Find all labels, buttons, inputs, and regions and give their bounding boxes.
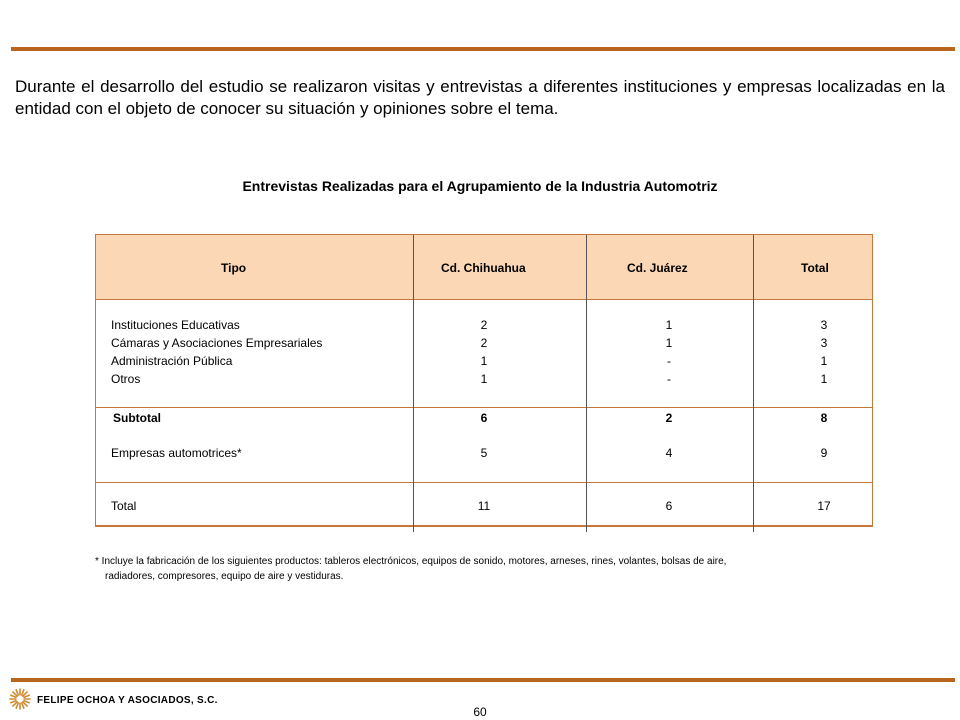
top-rule: [11, 47, 955, 51]
cell-chihuahua: 11: [477, 499, 491, 513]
header-chihuahua: Cd. Chihuahua: [441, 261, 526, 275]
table-title: Entrevistas Realizadas para el Agrupamiento de la Industria Automotriz: [242, 178, 718, 194]
row-label: Subtotal: [113, 411, 161, 425]
bottom-rule: [11, 678, 955, 682]
cell-chihuahua: 2: [480, 318, 488, 332]
cell-juarez: 1: [665, 336, 673, 350]
cell-juarez: 1: [665, 318, 673, 332]
header-juarez: Cd. Juárez: [627, 261, 688, 275]
column-divider: [753, 235, 754, 532]
cell-chihuahua: 5: [480, 446, 488, 460]
section-divider: [96, 407, 872, 408]
cell-juarez: 4: [665, 446, 673, 460]
page-number: 60: [473, 705, 487, 719]
footnote-line: radiadores, compresores, equipo de aire y vestiduras.: [105, 571, 344, 582]
row-label: Empresas automotrices*: [111, 446, 242, 460]
cell-chihuahua: 1: [480, 372, 488, 386]
header-total: Total: [801, 261, 829, 275]
footnote-line: * Incluye la fabricación de los siguientes productos: tableros electrónicos, equipos de sonido, motores, arneses, rines, volantes, bolsas de aire,: [95, 556, 727, 567]
company-name: FELIPE OCHOA Y ASOCIADOS, S.C.: [37, 695, 218, 706]
cell-total: 9: [820, 446, 828, 460]
header-divider: [96, 299, 872, 300]
row-label: Cámaras y Asociaciones Empresariales: [111, 336, 323, 350]
cell-total: 1: [820, 354, 828, 368]
row-label: Total: [111, 499, 137, 513]
cell-juarez: 2: [665, 411, 673, 425]
cell-juarez: 6: [665, 499, 673, 513]
header-tipo: Tipo: [221, 261, 247, 275]
column-divider: [586, 235, 587, 532]
cell-total: 17: [817, 499, 831, 513]
intro-paragraph: Durante el desarrollo del estudio se realizaron visitas y entrevistas a diferentes instituciones y empresas localizadas en la entidad con el objeto de conocer su situación y opiniones sobre el tema.: [15, 77, 945, 118]
cell-total: 8: [820, 411, 828, 425]
cell-chihuahua: 1: [480, 354, 488, 368]
cell-total: 3: [820, 336, 828, 350]
cell-chihuahua: 2: [480, 336, 488, 350]
cell-total: 3: [820, 318, 828, 332]
total-divider: [96, 482, 872, 483]
cell-juarez: -: [667, 372, 671, 386]
footnote: [95, 554, 885, 584]
row-label: Administración Pública: [111, 354, 233, 368]
row-label: Otros: [111, 372, 141, 386]
interviews-table: [95, 234, 873, 527]
row-label: Instituciones Educativas: [111, 318, 240, 332]
column-divider: [413, 235, 414, 532]
cell-chihuahua: 6: [480, 411, 488, 425]
cell-juarez: -: [667, 354, 671, 368]
cell-total: 1: [820, 372, 828, 386]
